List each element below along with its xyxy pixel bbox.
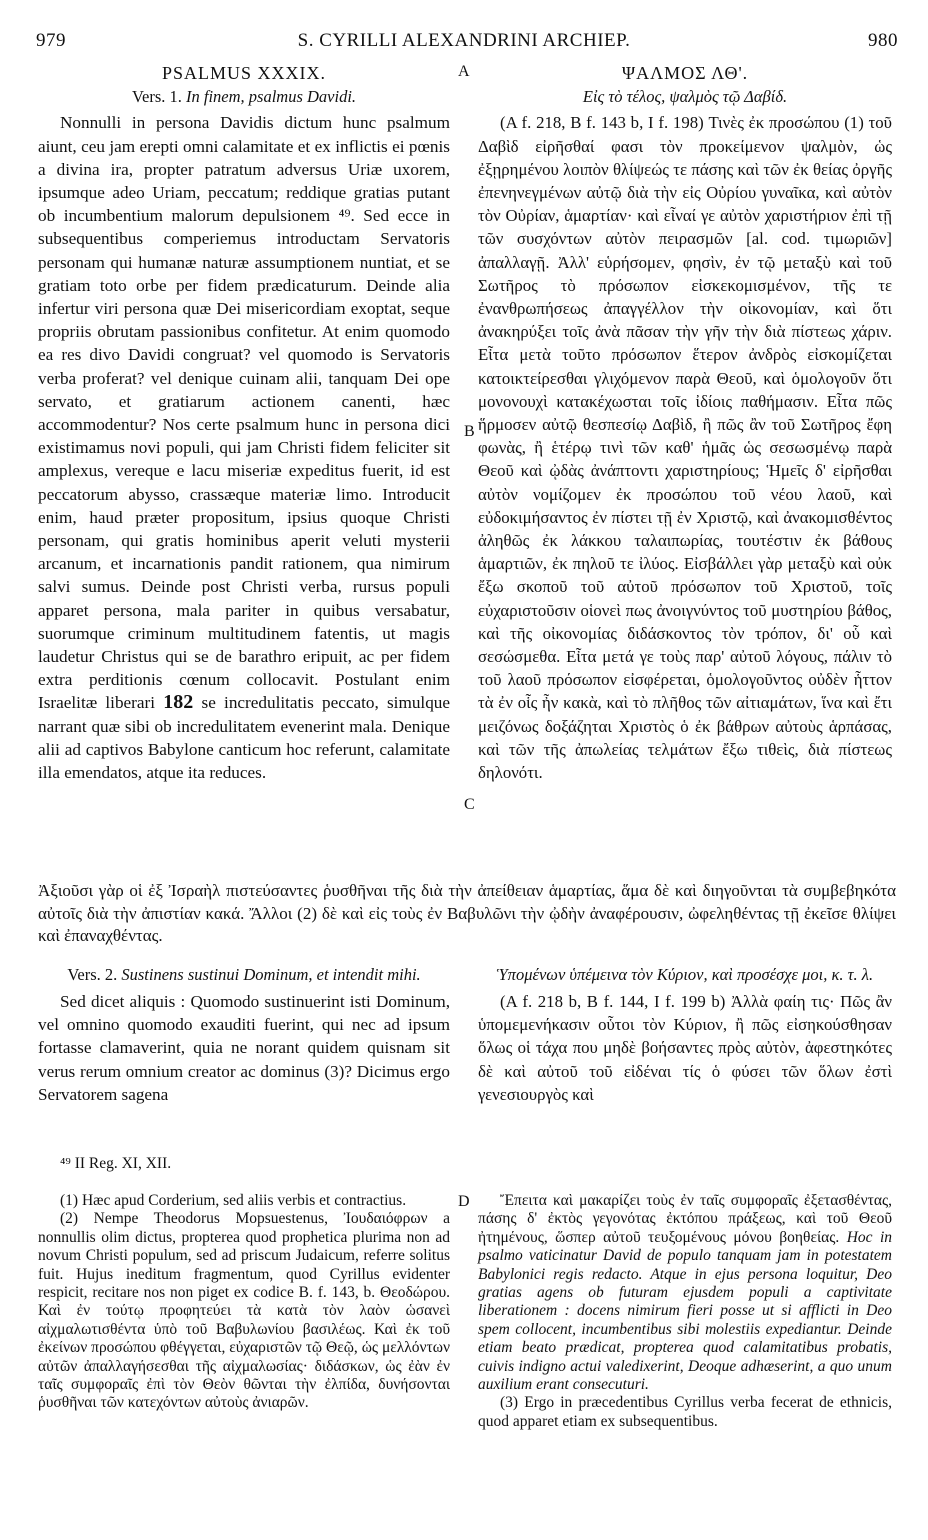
note-1: (1) Hæc apud Corderium, sed aliis verbis et contractius. (60, 1192, 407, 1209)
latin-verse2-heading (38, 966, 450, 984)
latin-para2: Sed dicet aliquis : Quomodo sustinuerint isti Dominum, vel omnino quomodo exauditi fuerint, qui nec ad ipsum fortasse clamaverint, quia ne norant quidem quisnam sit verus rerum omnium creator ac dominus (3)? Dicimus ergo Servatorem sagena (38, 992, 450, 1104)
greek-commentary: (A f. 218, B f. 143 b, I f. 198) Τινὲς ἐκ προσώπου (1) τοῦ Δαβὶδ εἰρῆσθαί φασι τὸν προκείμενον ψαλμὸν, ὡς ἐξῃρημένου λοιπὸν θλίψεώς τε πάσης καὶ τῶν ἐκ θείας ὀργῆς ἐπενηνεγμένων αὐτῷ διὰ τὴν εἰς Οὐρίου γυναῖκα, καὶ αὐτὸν τὸν Οὐρίαν, ἁμαρτίαν· καὶ εἶναί γε αὐτὸν χαριστήριον ἐπὶ τῇ τῶν συσχόντων αὐτὸν πειρασμῶν [al. cod. τιμωριῶν] ἀπαλλαγῇ. Ἀλλ' εὑρήσομεν, φησὶν, ἐν τῷ μεταξὺ καὶ τοῦ Σωτῆρος τὸ πρόσωπον εἰσκεκομισμένον, τῆς τε ἐνανθρωπήσεως ἀπαγγέλλον τὴν οἰκονομίαν, καὶ ὅτι ἀνακηρύξει τοῖς ἀνὰ πᾶσαν τὴν γῆν τὴν διὰ πίστεως χάριν. Εἶτα μετὰ τοῦτο πρόσωπον ἕτερον ἀνδρὸς εἰσκομίζεται κατοικτείρεσθαι γλιχόμενον παρὰ Θεοῦ, καὶ ὁμολογοῦν ὅτι μονονουχὶ κατακέχωσται τοῖς ἰδίοις παθήμασιν. Εἶτα πῶς ἥρμοσεν αὐτῷ θεσπεσίῳ Δαβὶδ, ἢ πῶς ἂν τοῦ Σωτῆρος ἔφη φωνὰς, ἢ ἑτέρῳ τινὶ τῶν καθ' ἡμᾶς ὡς σεσωσμένῳ παρὰ Θεοῦ καὶ ᾠδὰς ἀνάπτοντι χαριστηρίους; Ἡμεῖς δ' εἰρῆσθαι αὐτὸν νομίζομεν ἐκ προσώπου τοῦ νέου λαοῦ, καὶ εὐδοκιμήσαντος ἐν πίστει τῇ ἐν Χριστῷ, καὶ ἀνακομισθέντος ἀληθῶς ἐκ λάκκου ταλαιπωρίας, τουτέστιν ἐκ βάθους ἁμαρτιῶν, ἐκ πηλοῦ τε ἰλύος. Εἰσβάλλει γὰρ μεταξὺ καὶ οὐκ ἔξω σκοποῦ τοῦ αὐτοῦ πρόσωπον τοῦ Χριστοῦ, τοῖς εὐχαριστοῦσιν οἱονεὶ πως ἀνοιγνύντος τοῦ μυστηρίου βάθος, καὶ τῆς οἰκονομίας διδάσκοντος τὸν τρόπον, δι' οὗ καὶ σεσώσμεθα. Εἶτα μετά γε τοὺς παρ' αὐτοῦ λόγους, πάλιν τὸ τοῦ λαοῦ πρόσωπον εἰσφέρεται, ὁμολογοῦντος οὐδὲν ἧττον τὰ ἐν οἷς ἦν κακὰ, καὶ τὸ πλῆθος τῶν αἰτιαμάτων, ἵνα καὶ ἔτι μειζόνως δοξάζηται Χριστὸς ὁ ἐκ βάθρων αὐτοὺς ἁρπάσας, καὶ τῶν τῆς ἀπωλείας τελμάτων ἔξω τιθεὶς, διὰ πίστεως δηλονότι. (478, 113, 892, 783)
verse-text: Sustinens sustinui Dominum, et intendit mihi. (121, 965, 421, 984)
greek-psalm-title: ΨΑΛΜΟΣ ΛΘ'. (621, 63, 749, 83)
latin-verse1-heading (38, 85, 450, 108)
notes-right (478, 1192, 892, 1431)
notes-left (38, 1192, 450, 1413)
margin-letter-d: D (458, 1193, 470, 1210)
note-2-continued (478, 1192, 892, 1394)
margin-letter-c: C (464, 796, 475, 813)
latin-commentary (38, 111, 450, 784)
verse-label: Vers. 2. (67, 965, 118, 984)
greek-verse1-heading: Εἰς τὸ τέλος, ψαλμὸς τῷ Δαβίδ. (582, 87, 788, 107)
note-2: (2) Nempe Theodorus Mopsuestenus, Ἰουδαιόφρων a nonnullis olim dictus, propterea quod prophetica plurima non ad novum Christi populum, sed ad priscum Judaicum, referre solitus fuit. Hujus ineditum fragmentum, quod Cyrillus evidenter respicit, recitare nos non piget ex codice B. f. 143, b. Θεοδώρου. Καὶ ἐν τούτῳ προφητεύει τὰ κατὰ τὸν λαὸν ὡσανεὶ αἰχμαλωτισθέντα ὑπὸ τοῦ Βαβυλωνίου βασιλέως. Καὶ ἐκ τοῦ ἐκείνων προσώπου φθέγγεται, εὐχαριστῶν τῷ Θεῷ, ὡς μελλόντων αὐτῶν ἀπαλλαγήσεσθαι τῆς αἰχμαλωσίας· διδάσκων, ὡς ἐὰν ἐν ταῖς συμφοραῖς ἐπὶ τὸν Θεὸν θῶνται τὴν ἐλπίδα, δυνήσονται ῥυσθῆναι τῶν κατεχόντων αὐτοὺς ἀνιαρῶν. (38, 1210, 450, 1412)
latin-psalm-title: PSALMUS XXXIX. (161, 63, 327, 83)
greek-para2: (A f. 218 b, B f. 144, I f. 199 b) Ἀλλὰ φαίη τις· Πῶς ἂν ὑπομεμενήκασιν οὗτοι τὸν Κύριον, ἢ πῶς εἰσηκούσθησαν ὅλως οἱ τάχα που μηδὲ βοήσαντες πρὸς αὐτὸν, ἀφεστηκότες δὲ καὶ αὐτοῦ τοῦ εἰδέναι τίς ὁ φύσει τῶν ὅλων ἐστὶ γενεσιουργὸς καὶ (478, 992, 892, 1104)
latin-verse2-block (38, 966, 450, 1106)
verse-label: Vers. 1. (131, 87, 182, 107)
running-title: S. CYRILLI ALEXANDRINI ARCHIEP. (297, 30, 631, 51)
note-greek-continuation: Ἔπειτα καὶ μακαρίζει τοὺς ἐν ταῖς συμφοραῖς ἐξετασθέντας, πάσης δ' ἐκτὸς γεγονότας ἐκτόπου πράξεως, καὶ τοῦ Θεοῦ ἠτημένους, ὥσπερ αὐτοῦ τευξομένους μόνου βοηθείας. (478, 1192, 892, 1246)
greek-fullwidth-passage: Ἀξιοῦσι γὰρ οἱ ἐξ Ἰσραὴλ πιστεύσαντες ῥυσθῆναι τῆς διὰ τὴν ἀπείθειαν ἁμαρτίας, ἅμα δὲ καὶ διηγοῦνται τὰ συμβεβηκότα αὐτοῖς διὰ τὴν ἀπιστίαν κακά. Ἄλλοι (2) δὲ καὶ εἰς τοὺς ἐν Βαβυλῶνι τὴν ᾠδὴν ἀναφέρουσιν, ὠφεληθέντας τῇ ἐκεῖσε θλίψει καὶ ἐπαναχθέντας. (38, 881, 896, 945)
footnote-49 (60, 1155, 171, 1173)
greek-column (478, 62, 892, 784)
page-number-left: 979 (36, 30, 66, 51)
footnote-mark: ⁴⁹ (60, 1155, 71, 1172)
margin-letter-a: A (458, 63, 470, 80)
note-3: (3) Ergo in præcedentibus Cyrillus verba fecerat de ethnicis, quod apparet etiam ex subsequentibus. (478, 1394, 892, 1430)
latin-para1-end: se incredulitatis peccato, simulque narrant quæ sibi ob incredulitatem evenerint mala. Denique alii ad captivos Babylone canticum hoc referunt, calamitate illa emendatos, atque ita reduces. (38, 693, 451, 783)
margin-letter-b: B (464, 423, 475, 440)
verse-text: In finem, psalmus Davidi. (186, 87, 357, 107)
note-latin-translation: Hoc in psalmo vaticinatur David de populo tanquam jam in potestatem Babylonici regis redacto. Atque in ejus persona loquitur, Deo gratias agens ob futuram ejusdem populi a captivitate liberationem : docens nimirum fieri posse ut si afflicti in Deo spem collocent, incumbentibus sibi molestiis expediantur. Deinde etiam beato prædicat, propterea quod calamitatibus probatis, cuivis indigno actui valedixerint, Deoque adhæserint, a quo unum auxilium erant consecuturi. (478, 1228, 893, 1394)
page-number-right: 980 (868, 30, 898, 51)
greek-verse2-block (478, 966, 892, 1106)
page-ref-marker: 182 (163, 691, 194, 714)
latin-para1: Nonnulli in persona Davidis dictum hunc psalmum aiunt, ceu jam erepti omni calamitate et ex inflictis ei pœnis a divina ira, propter patratum adversus Uriæ uxorem, ipsumque adeo Uriam, peccatum; reddique gratias putant ob incumbentium malorum depulsionem ⁴⁹. Sed ecce in subsequentibus comperiemus introductam Servatoris personam qui humanæ naturæ assumptionem nuntiat, et se gratiam toto orbe per fidem prædicaturum. Deinde alia infertur viri persona quæ Dei misericordiam exoptat, seque propriis obrutam passionibus confitetur. At enim quomodo ea res divo Davidi congruat? vel quomodo is Servatoris verba proferat? vel denique cuinam alii, tanquam Dei ope servato, et gratiarum actionem canenti, hæc accommodentur? Nos certe psalmum hunc in persona dici existimamus novi populi, qui jam Christi fidem feliciter sit amplexus, vereque e lacu miseriæ expeditus fuerit, id est peccatorum abysso, crassæque materiæ limo. Introducit enim, haud præter propositum, ipsius quoque Christi personam, qui gratis hominibus aperit veluti mysterii arcanum, et incarnationis pandit rationem, qua nimirum salvi sumus. Deinde post Christi verba, rursus populi apparet persona, mala pariter in quibus versabatur, suorumque criminum multitudinem fatentis, ut magis laudetur Christus qui se de barathro eripuit, ac per fidem extra perditionis cœnum collocavit. Postulant enim Israelitæ liberari (38, 113, 450, 713)
latin-column (38, 62, 450, 784)
greek-verse2-heading: Ὑπομένων ὑπέμεινα τὸν Κύριον, καὶ προσέσχε μοι, κ. τ. λ. (496, 965, 874, 984)
footnote-text: II Reg. XI, XII. (74, 1155, 172, 1172)
